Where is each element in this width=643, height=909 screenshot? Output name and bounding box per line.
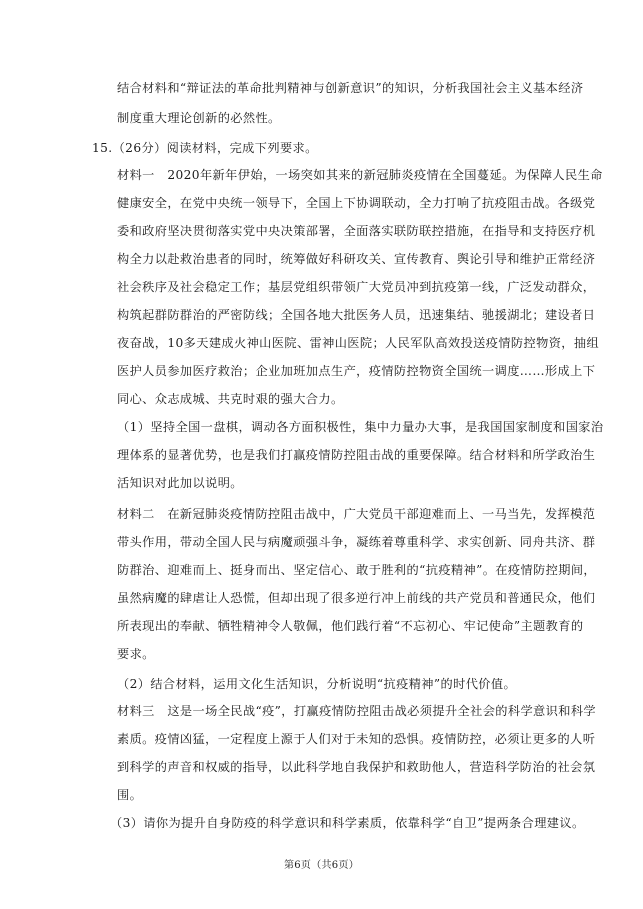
- material-2-line: 带头作用，带动全国人民与病魔顽强斗争，凝练着尊重科学、求实创新、同舟共济、群: [117, 535, 596, 549]
- material-1-line: 社会秩序及社会稳定工作；基层党组织带领广大党员冲到抗疫第一线，广泛发动群众，: [117, 280, 596, 294]
- material-1-line: 夜奋战，10多天建成火神山医院、雷神山医院；人民军队高效投送疫情防控物资，抽组: [117, 336, 600, 350]
- material-3-line: 到科学的声音和权威的指导，以此科学地自我保护和救助他人，营造科学防治的社会氛: [117, 760, 596, 774]
- material-1-line: 委和政府坚决贯彻落实党中央决策部署，全面落实联防联控措施，在指导和支持医疗机: [117, 224, 596, 238]
- intro-line-2: 制度重大理论创新的必然性。: [117, 111, 281, 125]
- material-2-line: 要求。: [117, 647, 155, 661]
- question-2: （2）结合材料，运用文化生活知识，分析说明“抗疫精神”的时代价值。: [117, 677, 517, 691]
- material-2-line: 防群治、迎难而上、挺身而出、坚定信心、敢于胜利的“抗疫精神”。在疫情防控期间，: [117, 563, 596, 577]
- material-1-line: 健康安全，在党中央统一领导下，全国上下协调联动，全力打响了抗疫阻击战。各级党: [117, 196, 596, 210]
- question-1-line: （1）坚持全国一盘棋，调动各方面积极性，集中力量办大事，是我国国家制度和国家治: [117, 420, 604, 434]
- material-2-line: 所表现出的奉献、牺牲精神令人敬佩，他们践行着“不忘初心、牢记使命”主题教育的: [117, 619, 584, 633]
- material-3-line: 材料三 这是一场全民战“疫”，打赢疫情防控阻击战必须提升全社会的科学意识和科学: [117, 704, 596, 718]
- material-1-line: 医护人员参加医疗救治；企业加班加点生产，疫情防控物资全国统一调度……形成上下: [117, 364, 596, 378]
- question-3: （3）请你为提升自身防疫的科学意识和科学素质，依靠科学“自卫”提两条合理建议。: [110, 816, 585, 830]
- question-15-header: 15.（26分）阅读材料，完成下列要求。: [92, 141, 318, 155]
- material-3-line: 围。: [117, 788, 143, 802]
- page-footer: 第6页（共6页）: [283, 860, 360, 871]
- material-1-line: 材料一 2020年新年伊始，一场突如其来的新冠肺炎疫情在全国蔓延。为保障人民生命: [117, 168, 603, 182]
- material-2-line: 材料二 在新冠肺炎疫情防控阻击战中，广大党员干部迎难而上、一马当先，发挥模范: [117, 507, 596, 521]
- material-1-line: 构筑起群防群治的严密防线；全国各地大批医务人员，迅速集结、驰援湖北；建设者日: [117, 308, 596, 322]
- question-1-line: 理体系的显著优势，也是我们打赢疫情防控阻击战的重要保障。结合材料和所学政治生: [117, 448, 596, 462]
- material-3-line: 素质。疫情凶猛，一定程度上源于人们对于未知的恐惧。疫情防控，必须让更多的人听: [117, 732, 596, 746]
- material-1-line: 构全力以赴救治患者的同时，统筹做好科研攻关、宣传教育、舆论引导和维护正常经济: [117, 252, 596, 266]
- question-1-line: 活知识对此加以说明。: [117, 476, 243, 490]
- material-2-line: 虽然病魔的肆虐让人恐慌，但却出现了很多逆行冲上前线的共产党员和普通民众，他们: [117, 591, 596, 605]
- material-1-line: 同心、众志成城、共克时艰的强大合力。: [117, 392, 344, 406]
- intro-line-1: 结合材料和“辩证法的革命批判精神与创新意识”的知识，分析我国社会主义基本经济: [117, 81, 584, 95]
